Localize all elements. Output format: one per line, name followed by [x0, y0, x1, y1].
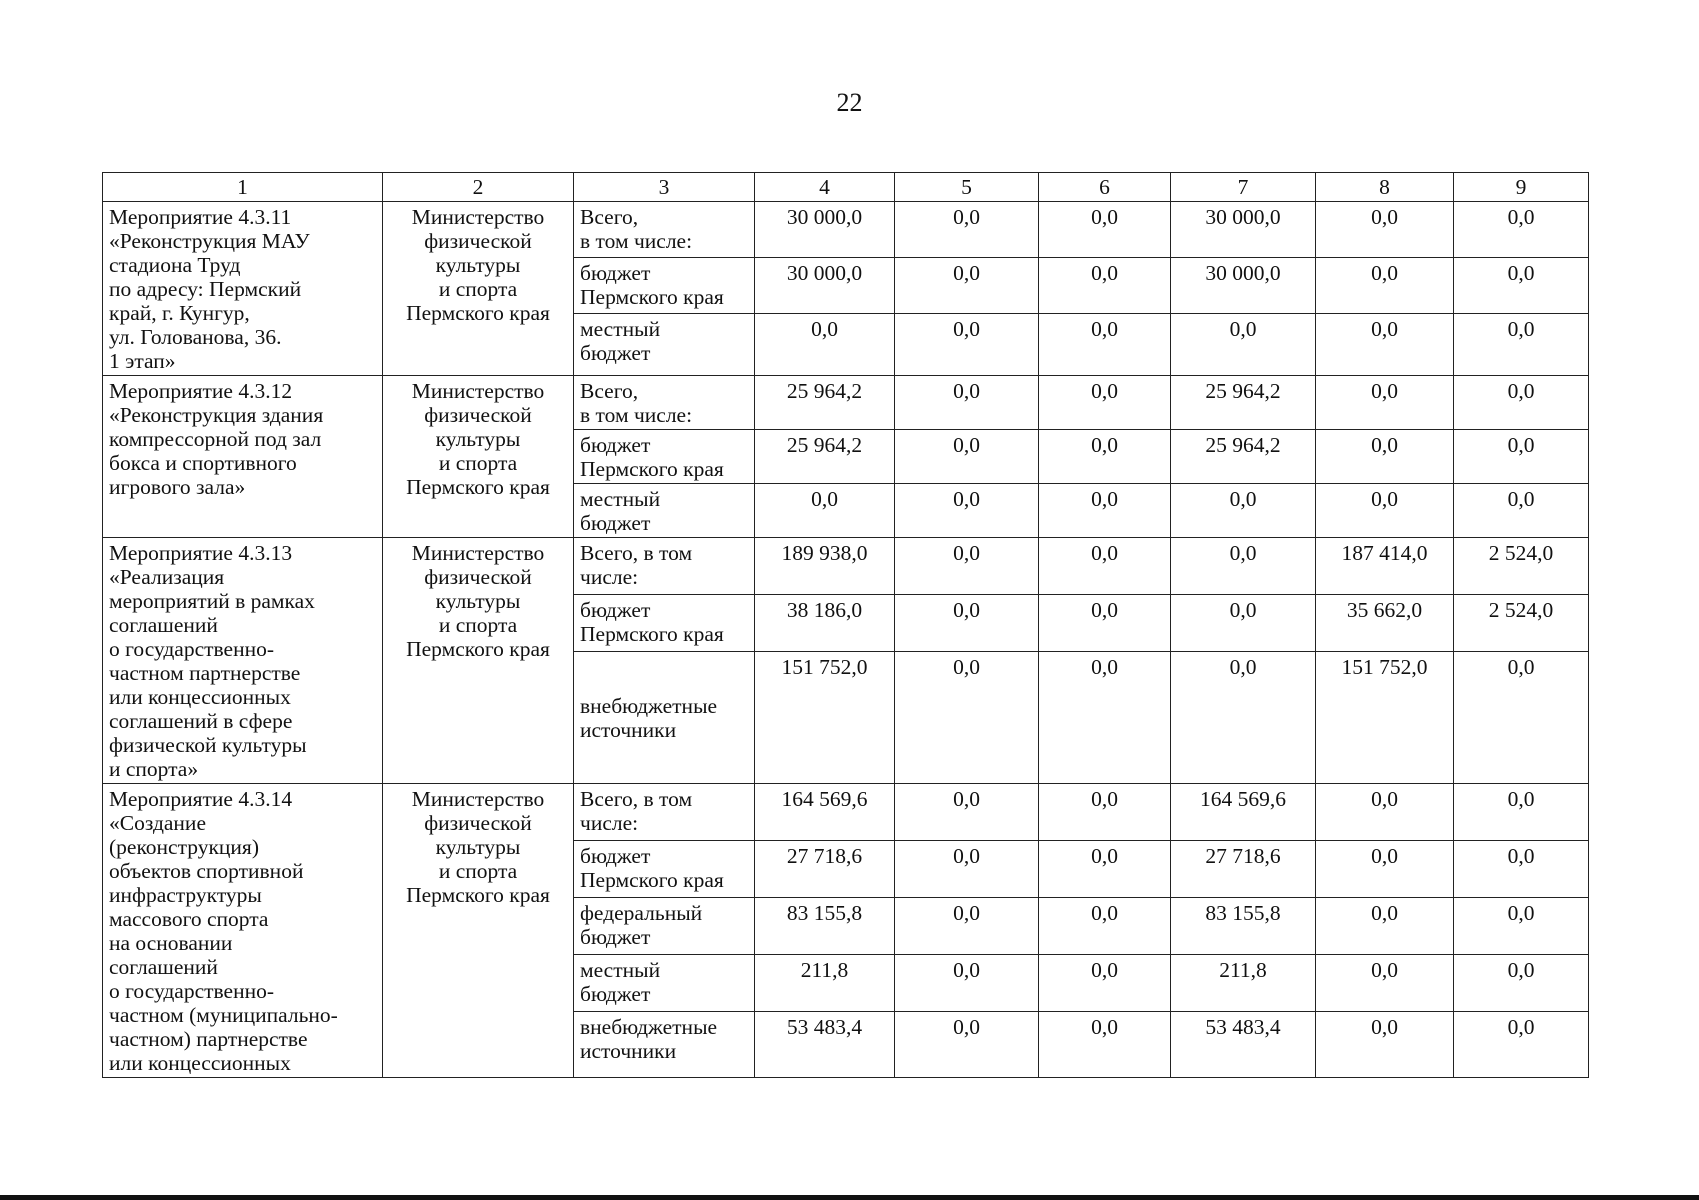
amount-cell: 0,0 [1039, 1012, 1171, 1078]
amount-cell: 0,0 [895, 594, 1039, 651]
amount-cell: 151 752,0 [1316, 651, 1454, 783]
funding-source: Всего, в том числе: [574, 202, 755, 258]
amount-cell: 0,0 [1316, 784, 1454, 841]
column-header: 7 [1171, 173, 1316, 202]
page-number: 22 [836, 88, 863, 117]
measure-name: Мероприятие 4.3.13 «Реализация мероприятий в рамках соглашений о государственно- частном партнерстве или концессионных соглашений в сфере физической культуры и спорта» [103, 538, 383, 784]
amount-cell: 0,0 [1454, 313, 1589, 375]
amount-cell: 0,0 [1316, 202, 1454, 258]
amount-cell: 0,0 [1316, 898, 1454, 955]
responsible-executor: Министерство физической культуры и спорта Пермского края [383, 202, 574, 376]
amount-cell: 27 718,6 [1171, 841, 1316, 898]
amount-cell: 0,0 [1454, 484, 1589, 538]
amount-cell: 30 000,0 [755, 257, 895, 313]
scan-edge-bar [0, 1195, 1699, 1200]
table-row [103, 376, 1589, 430]
amount-cell: 0,0 [1171, 484, 1316, 538]
amount-cell: 0,0 [895, 484, 1039, 538]
amount-cell: 53 483,4 [755, 1012, 895, 1078]
funding-source: внебюджетные источники [574, 1012, 755, 1078]
funding-source: Всего, в том числе: [574, 376, 755, 430]
table-row [103, 784, 1589, 841]
amount-cell: 0,0 [1454, 202, 1589, 258]
amount-cell: 0,0 [1454, 784, 1589, 841]
amount-cell: 25 964,2 [1171, 376, 1316, 430]
column-header: 1 [103, 173, 383, 202]
table-body [103, 202, 1589, 1078]
amount-cell: 30 000,0 [1171, 202, 1316, 258]
amount-cell: 0,0 [1454, 841, 1589, 898]
amount-cell: 0,0 [895, 376, 1039, 430]
amount-cell: 0,0 [1454, 376, 1589, 430]
amount-cell: 0,0 [1316, 313, 1454, 375]
amount-cell: 38 186,0 [755, 594, 895, 651]
amount-cell: 0,0 [1316, 430, 1454, 484]
amount-cell: 35 662,0 [1316, 594, 1454, 651]
table-row [103, 538, 1589, 595]
funding-source: местный бюджет [574, 313, 755, 375]
funding-source: местный бюджет [574, 484, 755, 538]
funding-source: Всего, в том числе: [574, 538, 755, 595]
amount-cell: 0,0 [1171, 651, 1316, 783]
funding-source: бюджет Пермского края [574, 430, 755, 484]
amount-cell: 0,0 [1171, 538, 1316, 595]
amount-cell: 0,0 [1039, 313, 1171, 375]
amount-cell: 0,0 [895, 841, 1039, 898]
amount-cell: 0,0 [1454, 898, 1589, 955]
amount-cell: 164 569,6 [1171, 784, 1316, 841]
amount-cell: 25 964,2 [755, 376, 895, 430]
amount-cell: 0,0 [1454, 257, 1589, 313]
amount-cell: 0,0 [1039, 955, 1171, 1012]
amount-cell: 187 414,0 [1316, 538, 1454, 595]
amount-cell: 0,0 [1039, 376, 1171, 430]
table-row [103, 202, 1589, 258]
amount-cell: 83 155,8 [1171, 898, 1316, 955]
amount-cell: 25 964,2 [755, 430, 895, 484]
amount-cell: 83 155,8 [755, 898, 895, 955]
amount-cell: 0,0 [1316, 1012, 1454, 1078]
amount-cell: 0,0 [1316, 484, 1454, 538]
amount-cell: 0,0 [1454, 430, 1589, 484]
amount-cell: 0,0 [1039, 202, 1171, 258]
column-header: 3 [574, 173, 755, 202]
funding-source: бюджет Пермского края [574, 257, 755, 313]
responsible-executor: Министерство физической культуры и спорта Пермского края [383, 376, 574, 538]
amount-cell: 211,8 [1171, 955, 1316, 1012]
amount-cell: 0,0 [1039, 784, 1171, 841]
funding-source: местный бюджет [574, 955, 755, 1012]
amount-cell: 25 964,2 [1171, 430, 1316, 484]
amount-cell: 0,0 [895, 202, 1039, 258]
amount-cell: 0,0 [1171, 313, 1316, 375]
amount-cell: 0,0 [895, 257, 1039, 313]
column-header: 6 [1039, 173, 1171, 202]
amount-cell: 0,0 [895, 538, 1039, 595]
funding-source: бюджет Пермского края [574, 594, 755, 651]
amount-cell: 30 000,0 [1171, 257, 1316, 313]
amount-cell: 0,0 [1039, 430, 1171, 484]
amount-cell: 0,0 [1316, 841, 1454, 898]
amount-cell: 0,0 [1039, 594, 1171, 651]
column-header: 4 [755, 173, 895, 202]
amount-cell: 0,0 [1039, 651, 1171, 783]
amount-cell: 0,0 [895, 651, 1039, 783]
amount-cell: 27 718,6 [755, 841, 895, 898]
measure-name: Мероприятие 4.3.11 «Реконструкция МАУ стадиона Труд по адресу: Пермский край, г. Кунгур, ул. Голованова, 36. 1 этап» [103, 202, 383, 376]
amount-cell: 53 483,4 [1171, 1012, 1316, 1078]
amount-cell: 211,8 [755, 955, 895, 1012]
amount-cell: 0,0 [1316, 257, 1454, 313]
amount-cell: 0,0 [1316, 376, 1454, 430]
amount-cell: 0,0 [895, 430, 1039, 484]
funding-source: федеральный бюджет [574, 898, 755, 955]
amount-cell: 30 000,0 [755, 202, 895, 258]
amount-cell: 0,0 [895, 313, 1039, 375]
program-table [102, 172, 1589, 1078]
amount-cell: 164 569,6 [755, 784, 895, 841]
amount-cell: 0,0 [895, 784, 1039, 841]
funding-source: внебюджетные источники [574, 651, 755, 783]
amount-cell: 0,0 [1171, 594, 1316, 651]
amount-cell: 0,0 [1454, 1012, 1589, 1078]
amount-cell: 0,0 [755, 313, 895, 375]
amount-cell: 0,0 [755, 484, 895, 538]
amount-cell: 0,0 [1039, 898, 1171, 955]
column-header: 2 [383, 173, 574, 202]
amount-cell: 2 524,0 [1454, 538, 1589, 595]
amount-cell: 0,0 [1039, 841, 1171, 898]
amount-cell: 0,0 [1454, 955, 1589, 1012]
measure-name: Мероприятие 4.3.12 «Реконструкция здания компрессорной под зал бокса и спортивного игрового зала» [103, 376, 383, 538]
amount-cell: 151 752,0 [755, 651, 895, 783]
header-row [103, 173, 1589, 202]
funding-source: Всего, в том числе: [574, 784, 755, 841]
amount-cell: 0,0 [1454, 651, 1589, 783]
responsible-executor: Министерство физической культуры и спорта Пермского края [383, 784, 574, 1078]
amount-cell: 0,0 [895, 898, 1039, 955]
funding-source: бюджет Пермского края [574, 841, 755, 898]
measure-name: Мероприятие 4.3.14 «Создание (реконструкция) объектов спортивной инфраструктуры массового спорта на основании соглашений о государственно- частном (муниципально- частном) партнерстве или концессионных [103, 784, 383, 1078]
column-header: 5 [895, 173, 1039, 202]
column-header: 9 [1454, 173, 1589, 202]
amount-cell: 0,0 [895, 955, 1039, 1012]
amount-cell: 0,0 [895, 1012, 1039, 1078]
amount-cell: 0,0 [1039, 538, 1171, 595]
amount-cell: 2 524,0 [1454, 594, 1589, 651]
amount-cell: 0,0 [1039, 257, 1171, 313]
responsible-executor: Министерство физической культуры и спорта Пермского края [383, 538, 574, 784]
column-header: 8 [1316, 173, 1454, 202]
amount-cell: 189 938,0 [755, 538, 895, 595]
amount-cell: 0,0 [1039, 484, 1171, 538]
amount-cell: 0,0 [1316, 955, 1454, 1012]
